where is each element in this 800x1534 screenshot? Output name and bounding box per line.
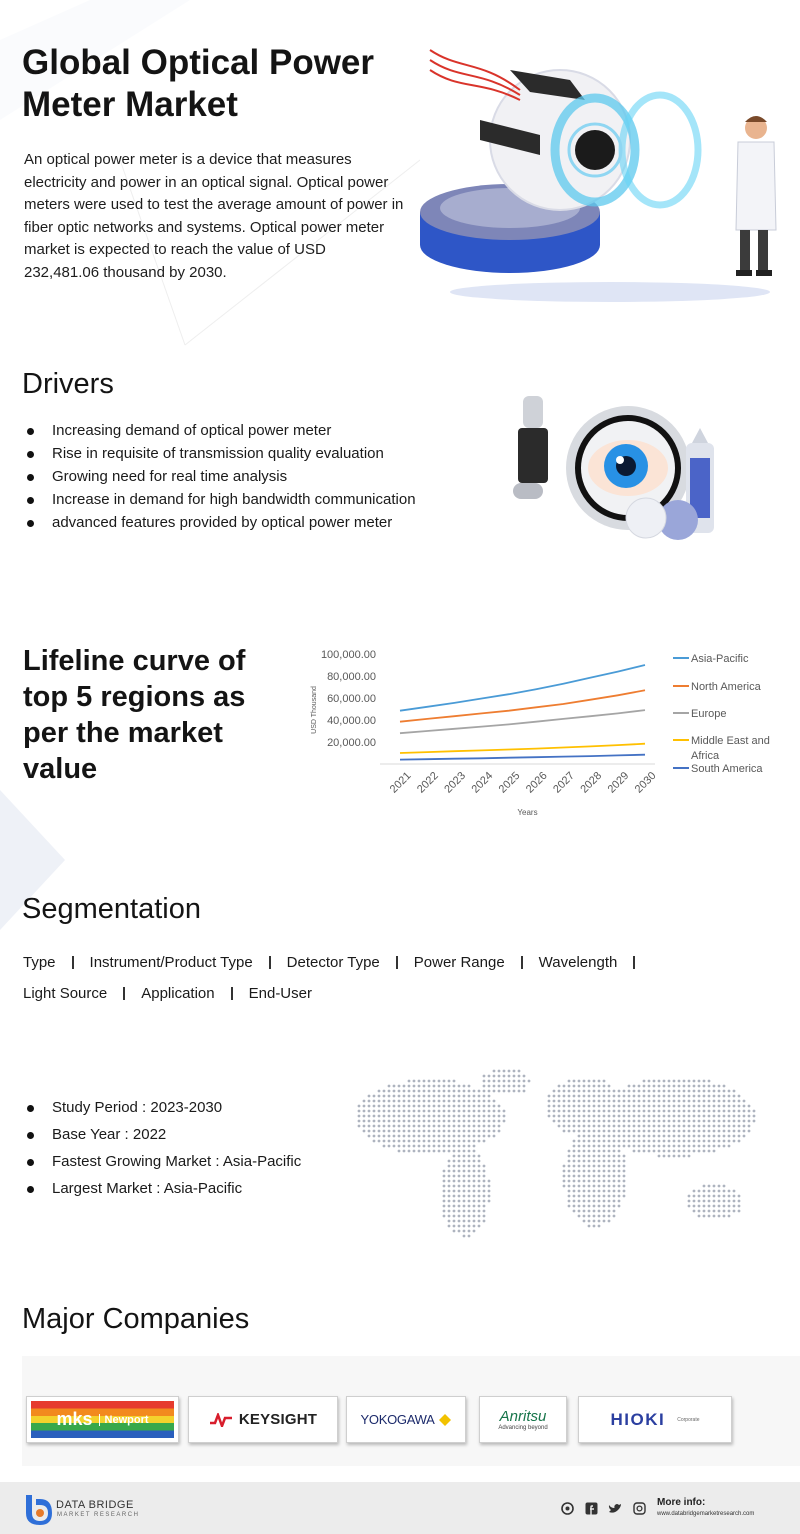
lifeline-heading: Lifeline curve of top 5 regions as per the market value [23,645,246,785]
world-map-illustration [355,1062,780,1240]
segment-end-user: End-User [248,985,312,1002]
segmentation-row-2 [23,985,312,1002]
hioki-logo [578,1396,732,1443]
mks-logo-text: mks [56,1409,93,1429]
segment-power-range: Power Range [413,954,505,971]
x-tick-label: 2028 [578,769,605,796]
anritsu-logo [479,1396,567,1443]
x-tick-label: 2022 [415,769,441,796]
segment-wavelength: Wavelength [538,954,618,971]
brand-subtitle: MARKET RESEARCH [57,1512,140,1518]
market-facts-list [24,1099,354,1207]
x-tick-label: 2021 [387,769,414,796]
list-item: advanced features provided by optical power meter [24,514,494,537]
separator [633,956,635,969]
mks-newport-logo [26,1396,179,1443]
brand-name: DATA BRIDGE [56,1499,134,1511]
list-item: Growing need for real time analysis [24,468,494,491]
legend-label: North America [691,681,761,693]
more-info-label: More info: [657,1497,706,1508]
hioki-logo-text: HIOKI [610,1409,666,1429]
x-tick-label: 2023 [442,769,469,796]
x-tick-label: 2030 [632,769,659,796]
yokogawa-logo-text: YOKOGAWA [360,1412,435,1427]
separator [72,956,74,969]
segmentation-row-1 [23,954,651,971]
series-line-europe [400,710,645,733]
companies-heading: Major Companies [22,1303,250,1335]
legend-label: Asia-Pacific [691,653,749,665]
regional-market-line-chart [300,640,790,820]
list-item: Fastest Growing Market : Asia-Pacific [24,1153,354,1180]
twitter-icon[interactable] [608,1502,622,1515]
yokogawa-diamond-icon [439,1414,451,1426]
segment-application: Application [141,985,215,1002]
map-dots [358,1070,756,1238]
drivers-heading: Drivers [22,368,114,400]
intro-paragraph: An optical power meter is a device that measures electricity and power in an optical signal. Optical power meters were used to test the average amount of power in fiber optic networks and systems. Optical power meter market is expected to reach the value of USD 232,481.06 thousand by 2030. [24,151,404,281]
list-item: Increase in demand for high bandwidth communication [24,491,494,514]
optical-device-illustration [420,40,800,310]
keysight-logo-text: KEYSIGHT [238,1411,318,1428]
legend-label: Middle East and [691,735,770,747]
segment-detector-type: Detector Type [286,954,380,971]
footer [0,1482,800,1534]
data-bridge-logo-icon [22,1493,52,1525]
segment-type: Type [23,954,56,971]
separator [123,987,125,1000]
whatsapp-icon[interactable] [561,1502,574,1515]
instagram-icon[interactable] [633,1502,646,1515]
segment-light-source: Light Source [23,985,108,1002]
legend-label: Europe [691,708,727,720]
x-tick-label: 2027 [551,769,577,796]
separator [521,956,523,969]
separator [396,956,398,969]
series-line-asia-pacific [400,665,645,711]
series-line-middle-east-and-africa [400,744,645,753]
legend-label: South America [691,763,763,775]
page-title: Global Optical Power Meter Market [22,43,375,124]
x-tick-label: 2024 [469,769,496,796]
segment-instrument-type: Instrument/Product Type [89,954,253,971]
list-item: Increasing demand of optical power meter [24,422,494,445]
y-tick-label: 20,000.00 [327,737,376,749]
keysight-wave-icon [209,1413,233,1427]
x-axis-title: Years [517,808,538,817]
website-url[interactable]: www.databridgemarketresearch.com [657,1511,755,1517]
list-item: Rise in requisite of transmission quality evaluation [24,445,494,468]
x-tick-label: 2029 [605,769,632,796]
anritsu-logo-text: Anritsu [499,1408,547,1425]
newport-logo-text: Newport [99,1414,149,1426]
y-axis-title: USD Thousand [311,686,318,734]
anritsu-tagline: Advancing beyond [498,1425,548,1431]
separator [269,956,271,969]
y-tick-label: 100,000.00 [320,649,376,661]
x-tick-label: 2025 [496,769,523,796]
keysight-logo [188,1396,338,1443]
list-item: Largest Market : Asia-Pacific [24,1180,354,1207]
eye-test-illustration [508,388,728,543]
y-tick-label: 60,000.00 [327,693,376,705]
list-item: Base Year : 2022 [24,1126,354,1153]
separator [231,987,233,1000]
list-item: Study Period : 2023-2030 [24,1099,354,1126]
series-line-south-america [400,755,645,760]
segmentation-heading: Segmentation [22,893,201,925]
y-tick-label: 80,000.00 [327,671,376,683]
legend-label-continued: Africa [691,750,720,762]
y-tick-label: 40,000.00 [327,715,376,727]
hioki-tagline: Corporate [677,1416,700,1423]
drivers-list [24,422,494,537]
yokogawa-logo [346,1396,466,1443]
x-tick-label: 2026 [523,769,550,796]
facebook-icon[interactable] [585,1502,598,1515]
